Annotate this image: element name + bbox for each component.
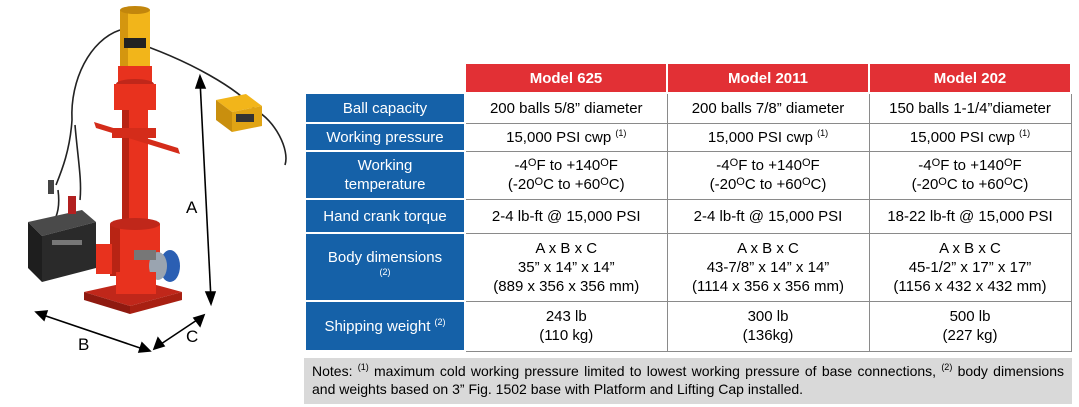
cell-text: (889 x 356 x 356 mm) — [493, 277, 640, 295]
cell-text: A x B x C — [535, 239, 598, 257]
temp-text: F — [810, 157, 820, 174]
label-line: Working — [357, 157, 413, 174]
table-cell: 200 balls 7/8” diameter — [667, 93, 869, 123]
dimension-a-arrow — [196, 76, 215, 304]
table-row-body-dimensions — [305, 233, 1071, 301]
footnote-ref: (1) — [817, 127, 829, 138]
table-cell — [465, 151, 667, 199]
model-625-header: Model 625 — [465, 63, 667, 93]
temp-text: -4 — [716, 157, 730, 174]
degree-mark: O — [1003, 176, 1013, 188]
controller-box — [28, 210, 96, 282]
cell-text: (1114 x 356 x 356 mm) — [691, 277, 844, 295]
notes-box — [304, 358, 1072, 404]
degree-mark: O — [600, 157, 609, 169]
table-cell — [465, 123, 667, 151]
temp-text: -4 — [918, 157, 932, 174]
temp-text: (-20 — [911, 176, 939, 193]
dimension-c-label: C — [186, 327, 199, 346]
table-cell — [869, 301, 1071, 351]
injector-column — [84, 6, 182, 314]
cell-text: 500 lb — [949, 308, 991, 325]
table-row-ball-capacity — [305, 93, 1071, 123]
cell-text: 15,000 PSI cwp — [506, 128, 612, 146]
cell-text: 243 lb — [545, 308, 587, 325]
connector-plug — [48, 180, 54, 194]
temp-text: (-20 — [709, 176, 737, 193]
temp-text: -4 — [514, 157, 528, 174]
table-cell: 2-4 lb-ft @ 15,000 PSI — [465, 199, 667, 233]
row-label-ball-capacity: Ball capacity — [305, 93, 465, 123]
table-row-working-temperature — [305, 151, 1071, 199]
temp-text: (-20 — [507, 176, 535, 193]
cell-text: 15,000 PSI cwp — [909, 128, 1015, 146]
cell-text: (1156 x 432 x 432 mm) — [893, 277, 1047, 295]
temp-text: C to +60 — [946, 176, 1004, 193]
table-cell — [667, 233, 869, 301]
table-cell: 18-22 lb-ft @ 15,000 PSI — [869, 199, 1071, 233]
connector-plug — [68, 196, 76, 214]
model-202-header: Model 202 — [869, 63, 1071, 93]
table-cell — [869, 151, 1071, 199]
header-corner — [305, 63, 465, 93]
temp-text: F to +140 — [536, 157, 601, 174]
label-line: temperature — [344, 176, 426, 193]
cell-text: (110 kg) — [539, 327, 594, 344]
notes-text: body dimensions and weights based on 3” Fig. 1502 base with Platform and Lifting Cap installed. — [312, 363, 1064, 397]
notes-text: maximum cold working pressure limited to lowest working pressure of base connections, — [368, 363, 942, 379]
table-cell — [869, 123, 1071, 151]
degree-mark: O — [534, 176, 544, 188]
degree-mark: O — [1003, 157, 1013, 169]
cell-text: (136kg) — [742, 327, 794, 344]
footnote-ref: (1) — [1019, 127, 1031, 138]
table-cell — [869, 233, 1071, 301]
cell-text: 45-1/2” x 17” x 17” — [908, 258, 1032, 276]
temp-text: F — [608, 157, 618, 174]
sensor-box — [216, 94, 262, 132]
temp-text: C) — [1012, 176, 1029, 193]
temp-text: C) — [810, 176, 827, 193]
cell-text: 43-7/8” x 14” x 14” — [706, 258, 830, 276]
row-label-hand-crank-torque: Hand crank torque — [305, 199, 465, 233]
temp-text: C to +60 — [543, 176, 601, 193]
dimension-b-arrow — [36, 311, 150, 352]
temp-text: F to +140 — [940, 157, 1004, 174]
degree-mark: O — [801, 176, 811, 188]
table-row-hand-crank-torque — [305, 199, 1071, 233]
table-row-working-pressure — [305, 123, 1071, 151]
degree-mark: O — [729, 157, 739, 169]
temp-text: C to +60 — [744, 176, 802, 193]
row-label-body-dimensions — [305, 233, 465, 301]
label-line: Body dimensions — [327, 249, 443, 266]
table-cell — [667, 151, 869, 199]
temp-text: F — [1012, 157, 1022, 174]
cell-text: 300 lb — [747, 308, 789, 325]
table-cell — [465, 301, 667, 351]
table-cell — [465, 233, 667, 301]
table-cell: 2-4 lb-ft @ 15,000 PSI — [667, 199, 869, 233]
table-header-row — [305, 63, 1071, 93]
footnote-ref: (2) — [434, 316, 446, 327]
table-cell: 200 balls 5/8” diameter — [465, 93, 667, 123]
row-label-shipping-weight — [305, 301, 465, 351]
cell-text: (227 kg) — [942, 327, 998, 344]
degree-mark: O — [527, 157, 537, 169]
temp-text: C) — [608, 176, 625, 193]
dimension-b-label: B — [78, 335, 90, 354]
footnote-ref: (2) — [941, 362, 953, 372]
degree-mark: O — [801, 157, 811, 169]
table-cell — [667, 301, 869, 351]
footnote-ref: (2) — [379, 267, 391, 277]
label-line: Shipping weight — [324, 317, 431, 335]
notes-prefix: Notes: — [312, 363, 358, 379]
spec-table — [304, 62, 1072, 352]
degree-mark: O — [931, 157, 941, 169]
model-2011-header: Model 2011 — [667, 63, 869, 93]
table-row-shipping-weight — [305, 301, 1071, 351]
cell-text: 15,000 PSI cwp — [707, 128, 813, 146]
row-label-working-temperature — [305, 151, 465, 199]
degree-mark: O — [938, 176, 947, 188]
row-label-working-pressure: Working pressure — [305, 123, 465, 151]
table-cell — [667, 123, 869, 151]
dimension-a-label: A — [186, 198, 198, 217]
cell-text: A x B x C — [737, 239, 799, 257]
ball-injector-illustration — [0, 0, 300, 407]
footnote-ref: (1) — [615, 127, 627, 138]
degree-mark: O — [600, 176, 609, 188]
table-cell: 150 balls 1-1/4”diameter — [869, 93, 1071, 123]
temp-text: F to +140 — [738, 157, 802, 174]
cell-text: A x B x C — [939, 239, 1001, 257]
footnote-ref: (1) — [357, 362, 369, 372]
cell-text: 35” x 14” x 14” — [517, 258, 615, 276]
degree-mark: O — [736, 176, 745, 188]
